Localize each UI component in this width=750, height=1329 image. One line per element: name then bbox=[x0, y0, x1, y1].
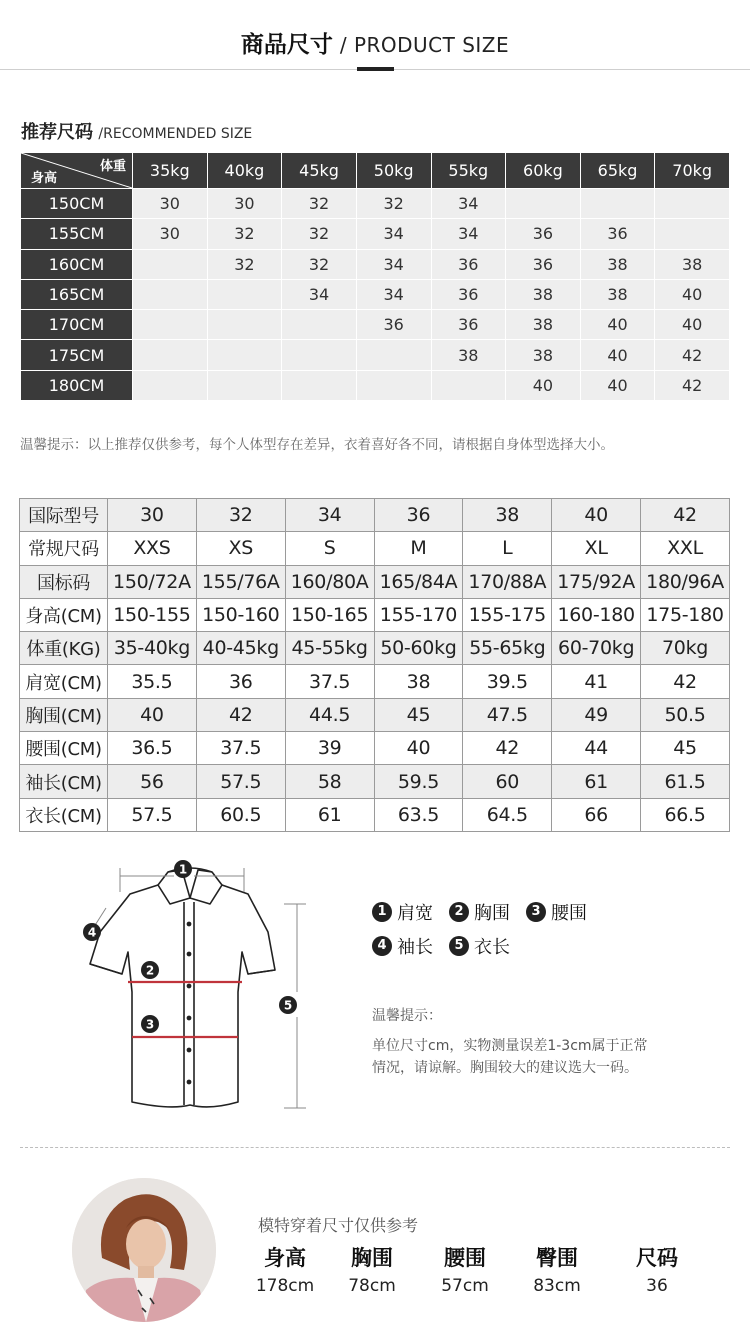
weight-header: 50kg bbox=[356, 153, 431, 189]
legend-label: 袖长 bbox=[397, 937, 433, 958]
height-label: 160CM bbox=[21, 249, 133, 279]
title-underline bbox=[357, 67, 394, 71]
size-cell: 38 bbox=[506, 340, 581, 370]
row-label: 身高(CM) bbox=[20, 598, 108, 631]
marker-3 bbox=[141, 1015, 159, 1033]
size-cell bbox=[133, 279, 208, 309]
table-cell: 170/88A bbox=[463, 565, 552, 598]
row-label: 国标码 bbox=[20, 565, 108, 598]
size-cell: 32 bbox=[356, 189, 431, 219]
size-cell bbox=[580, 189, 655, 219]
legend-num: 2 bbox=[449, 902, 469, 922]
table-cell: XXS bbox=[108, 532, 197, 565]
size-cell bbox=[207, 279, 282, 309]
table-cell: 150-165 bbox=[285, 598, 374, 631]
table-row bbox=[20, 532, 730, 565]
table-cell: 61 bbox=[552, 765, 641, 798]
stat-value: 36 bbox=[646, 1276, 668, 1296]
table-cell: 37.5 bbox=[196, 732, 285, 765]
table-cell: M bbox=[374, 532, 463, 565]
table-row bbox=[21, 340, 730, 370]
size-cell: 34 bbox=[356, 279, 431, 309]
table-cell: 32 bbox=[196, 499, 285, 532]
size-cell: 36 bbox=[431, 310, 506, 340]
table-cell: XL bbox=[552, 532, 641, 565]
table-cell: 35.5 bbox=[108, 665, 197, 698]
shirt-outline bbox=[87, 868, 275, 1107]
marker-1 bbox=[174, 860, 192, 878]
svg-text:3: 3 bbox=[145, 1017, 155, 1032]
table-cell: 155-170 bbox=[374, 598, 463, 631]
size-cell: 34 bbox=[356, 219, 431, 249]
table-cell: 38 bbox=[463, 499, 552, 532]
marker-4 bbox=[83, 923, 101, 941]
table-row bbox=[21, 249, 730, 279]
weight-header: 35kg bbox=[133, 153, 208, 189]
table-cell: 61.5 bbox=[641, 765, 730, 798]
table-cell: 160-180 bbox=[552, 598, 641, 631]
table-cell: 36 bbox=[374, 499, 463, 532]
size-cell: 42 bbox=[655, 370, 730, 400]
svg-text:2: 2 bbox=[145, 963, 155, 978]
size-cell: 32 bbox=[207, 219, 282, 249]
weight-header: 65kg bbox=[580, 153, 655, 189]
tip-title: 温馨提示： bbox=[372, 1008, 442, 1024]
size-cell: 32 bbox=[282, 249, 357, 279]
tip-line-1: 单位尺寸cm，实物测量误差1-3cm属于正常 bbox=[372, 1038, 648, 1054]
table-cell: 160/80A bbox=[285, 565, 374, 598]
stat-label: 尺码 bbox=[636, 1246, 678, 1270]
size-cell: 32 bbox=[282, 189, 357, 219]
height-label: 155CM bbox=[21, 219, 133, 249]
height-label: 150CM bbox=[21, 189, 133, 219]
size-cell: 40 bbox=[580, 310, 655, 340]
recommended-header-row bbox=[21, 153, 730, 189]
table-cell: 175/92A bbox=[552, 565, 641, 598]
table-cell: 40-45kg bbox=[196, 632, 285, 665]
size-cell: 40 bbox=[655, 279, 730, 309]
size-cell: 36 bbox=[506, 249, 581, 279]
recommended-size-table bbox=[20, 152, 730, 401]
size-cell: 36 bbox=[431, 249, 506, 279]
size-cell bbox=[655, 189, 730, 219]
table-cell: 57.5 bbox=[196, 765, 285, 798]
table-row bbox=[21, 219, 730, 249]
size-cell bbox=[431, 370, 506, 400]
legend-item-length bbox=[449, 933, 510, 959]
table-cell: 37.5 bbox=[285, 665, 374, 698]
size-cell bbox=[133, 370, 208, 400]
size-cell: 40 bbox=[655, 310, 730, 340]
size-cell: 40 bbox=[580, 370, 655, 400]
row-label: 常规尺码 bbox=[20, 532, 108, 565]
size-cell: 36 bbox=[356, 310, 431, 340]
legend-item-waist bbox=[526, 899, 587, 925]
row-label: 胸围(CM) bbox=[20, 698, 108, 731]
table-cell: 39.5 bbox=[463, 665, 552, 698]
size-cell bbox=[207, 340, 282, 370]
table-row bbox=[20, 499, 730, 532]
row-label: 衣长(CM) bbox=[20, 798, 108, 831]
legend-num: 4 bbox=[372, 936, 392, 956]
size-cell bbox=[282, 370, 357, 400]
table-cell: 41 bbox=[552, 665, 641, 698]
page-title bbox=[0, 26, 750, 59]
size-cell: 30 bbox=[207, 189, 282, 219]
size-cell: 34 bbox=[431, 189, 506, 219]
table-cell: 50-60kg bbox=[374, 632, 463, 665]
model-photo bbox=[72, 1178, 216, 1322]
legend-item-shoulder bbox=[372, 899, 433, 925]
model-stat-size bbox=[612, 1242, 702, 1296]
svg-text:1: 1 bbox=[178, 862, 188, 877]
legend-num: 5 bbox=[449, 936, 469, 956]
table-cell: 45-55kg bbox=[285, 632, 374, 665]
table-cell: 44.5 bbox=[285, 698, 374, 731]
legend-label: 胸围 bbox=[474, 903, 510, 924]
table-cell: 42 bbox=[641, 499, 730, 532]
recommended-title bbox=[21, 118, 252, 144]
size-chart-body bbox=[20, 499, 730, 832]
size-cell bbox=[207, 310, 282, 340]
table-cell: 70kg bbox=[641, 632, 730, 665]
table-row bbox=[20, 665, 730, 698]
table-row bbox=[21, 310, 730, 340]
table-cell: 44 bbox=[552, 732, 641, 765]
table-cell: L bbox=[463, 532, 552, 565]
legend-item-sleeve bbox=[372, 933, 433, 959]
size-cell: 36 bbox=[580, 219, 655, 249]
legend-num: 1 bbox=[372, 902, 392, 922]
row-label: 体重(KG) bbox=[20, 632, 108, 665]
row-label: 国际型号 bbox=[20, 499, 108, 532]
table-cell: 60-70kg bbox=[552, 632, 641, 665]
table-cell: 155-175 bbox=[463, 598, 552, 631]
size-cell: 38 bbox=[506, 279, 581, 309]
svg-text:5: 5 bbox=[283, 998, 293, 1013]
table-cell: 61 bbox=[285, 798, 374, 831]
table-row bbox=[20, 732, 730, 765]
tip-line-2: 情况，请谅解。胸围较大的建议选大一码。 bbox=[372, 1060, 638, 1076]
table-cell: 36 bbox=[196, 665, 285, 698]
table-cell: 155/76A bbox=[196, 565, 285, 598]
size-cell: 38 bbox=[431, 340, 506, 370]
table-cell: 66.5 bbox=[641, 798, 730, 831]
measurement-legend bbox=[372, 895, 712, 963]
legend-label: 衣长 bbox=[474, 937, 510, 958]
table-row bbox=[20, 698, 730, 731]
height-label: 170CM bbox=[21, 310, 133, 340]
table-cell: S bbox=[285, 532, 374, 565]
table-row bbox=[20, 798, 730, 831]
size-cell: 40 bbox=[506, 370, 581, 400]
table-cell: 38 bbox=[374, 665, 463, 698]
size-cell: 30 bbox=[133, 189, 208, 219]
size-cell bbox=[655, 219, 730, 249]
size-cell bbox=[506, 189, 581, 219]
table-cell: XXL bbox=[641, 532, 730, 565]
table-row bbox=[20, 632, 730, 665]
legend-row-1 bbox=[372, 895, 712, 929]
table-cell: 150-160 bbox=[196, 598, 285, 631]
shirt-diagram bbox=[70, 852, 330, 1122]
table-cell: 50.5 bbox=[641, 698, 730, 731]
table-cell: XS bbox=[196, 532, 285, 565]
page-header bbox=[0, 0, 750, 70]
title-en: / PRODUCT SIZE bbox=[339, 33, 510, 57]
marker-2 bbox=[141, 961, 159, 979]
model-stat-hip bbox=[512, 1242, 602, 1296]
table-cell: 42 bbox=[463, 732, 552, 765]
table-cell: 150-155 bbox=[108, 598, 197, 631]
size-cell bbox=[282, 310, 357, 340]
svg-text:4: 4 bbox=[87, 925, 97, 940]
size-chart-table bbox=[19, 498, 730, 832]
table-row bbox=[21, 189, 730, 219]
row-label: 肩宽(CM) bbox=[20, 665, 108, 698]
table-cell: 30 bbox=[108, 499, 197, 532]
legend-item-chest bbox=[449, 899, 510, 925]
legend-label: 腰围 bbox=[551, 903, 587, 924]
height-label: 175CM bbox=[21, 340, 133, 370]
table-cell: 150/72A bbox=[108, 565, 197, 598]
model-reference-text: 模特穿着尺寸仅供参考 bbox=[258, 1216, 419, 1235]
size-cell: 34 bbox=[282, 279, 357, 309]
size-cell bbox=[356, 340, 431, 370]
stat-value: 57cm bbox=[441, 1276, 489, 1296]
size-cell: 38 bbox=[655, 249, 730, 279]
size-cell: 38 bbox=[580, 279, 655, 309]
legend-label: 肩宽 bbox=[397, 903, 433, 924]
size-cell: 34 bbox=[356, 249, 431, 279]
table-cell: 60 bbox=[463, 765, 552, 798]
size-cell: 36 bbox=[506, 219, 581, 249]
table-cell: 56 bbox=[108, 765, 197, 798]
stat-value: 178cm bbox=[255, 1276, 315, 1296]
size-cell: 42 bbox=[655, 340, 730, 370]
size-cell bbox=[207, 370, 282, 400]
size-cell: 38 bbox=[506, 310, 581, 340]
stat-value: 83cm bbox=[533, 1276, 581, 1296]
stat-label: 身高 bbox=[264, 1246, 306, 1270]
table-cell: 49 bbox=[552, 698, 641, 731]
model-stat-waist bbox=[420, 1242, 510, 1296]
weight-header: 40kg bbox=[207, 153, 282, 189]
table-corner-cell bbox=[21, 153, 133, 189]
weight-header: 70kg bbox=[655, 153, 730, 189]
table-row bbox=[20, 565, 730, 598]
table-cell: 57.5 bbox=[108, 798, 197, 831]
table-cell: 55-65kg bbox=[463, 632, 552, 665]
section-divider bbox=[20, 1147, 730, 1148]
weight-header: 60kg bbox=[506, 153, 581, 189]
size-cell: 34 bbox=[431, 219, 506, 249]
stat-label: 腰围 bbox=[444, 1246, 486, 1270]
table-cell: 40 bbox=[108, 698, 197, 731]
recommended-table-body bbox=[21, 189, 730, 401]
table-cell: 63.5 bbox=[374, 798, 463, 831]
weight-header: 45kg bbox=[282, 153, 357, 189]
table-row bbox=[20, 765, 730, 798]
size-cell bbox=[133, 340, 208, 370]
table-cell: 42 bbox=[196, 698, 285, 731]
table-cell: 64.5 bbox=[463, 798, 552, 831]
measurement-tip bbox=[372, 1005, 702, 1079]
table-cell: 60.5 bbox=[196, 798, 285, 831]
legend-num: 3 bbox=[526, 902, 546, 922]
table-row bbox=[21, 279, 730, 309]
row-label: 腰围(CM) bbox=[20, 732, 108, 765]
table-cell: 180/96A bbox=[641, 565, 730, 598]
size-cell: 32 bbox=[282, 219, 357, 249]
size-cell: 36 bbox=[431, 279, 506, 309]
table-cell: 45 bbox=[374, 698, 463, 731]
table-cell: 34 bbox=[285, 499, 374, 532]
table-cell: 36.5 bbox=[108, 732, 197, 765]
model-avatar bbox=[72, 1178, 216, 1322]
size-cell: 38 bbox=[580, 249, 655, 279]
model-stat-height bbox=[240, 1242, 330, 1296]
table-cell: 42 bbox=[641, 665, 730, 698]
table-cell: 40 bbox=[374, 732, 463, 765]
title-cn: 商品尺寸 bbox=[240, 32, 333, 58]
row-label: 袖长(CM) bbox=[20, 765, 108, 798]
weight-header: 55kg bbox=[431, 153, 506, 189]
model-stat-chest bbox=[327, 1242, 417, 1296]
height-label: 180CM bbox=[21, 370, 133, 400]
size-cell bbox=[133, 249, 208, 279]
table-cell: 165/84A bbox=[374, 565, 463, 598]
size-cell: 40 bbox=[580, 340, 655, 370]
recommended-title-cn: 推荐尺码 bbox=[21, 122, 93, 143]
stat-value: 78cm bbox=[348, 1276, 396, 1296]
corner-weight-label: 体重 bbox=[99, 159, 126, 174]
table-row bbox=[21, 370, 730, 400]
size-cell bbox=[282, 340, 357, 370]
corner-height-label: 身高 bbox=[31, 171, 58, 186]
table-cell: 45 bbox=[641, 732, 730, 765]
recommended-title-en: /RECOMMENDED SIZE bbox=[98, 126, 253, 142]
marker-5 bbox=[279, 996, 297, 1014]
recommended-note: 温馨提示：以上推荐仅供参考，每个人体型存在差异，衣着喜好各不同，请根据自身体型选择大小。 bbox=[20, 437, 614, 453]
table-cell: 59.5 bbox=[374, 765, 463, 798]
legend-row-2 bbox=[372, 929, 712, 963]
size-cell bbox=[133, 310, 208, 340]
table-cell: 175-180 bbox=[641, 598, 730, 631]
stat-label: 胸围 bbox=[351, 1246, 393, 1270]
table-row bbox=[20, 598, 730, 631]
size-cell: 30 bbox=[133, 219, 208, 249]
size-cell bbox=[356, 370, 431, 400]
height-label: 165CM bbox=[21, 279, 133, 309]
table-cell: 35-40kg bbox=[108, 632, 197, 665]
stat-label: 臀围 bbox=[536, 1246, 578, 1270]
table-cell: 39 bbox=[285, 732, 374, 765]
table-cell: 40 bbox=[552, 499, 641, 532]
table-cell: 58 bbox=[285, 765, 374, 798]
size-cell: 32 bbox=[207, 249, 282, 279]
table-cell: 47.5 bbox=[463, 698, 552, 731]
table-cell: 66 bbox=[552, 798, 641, 831]
